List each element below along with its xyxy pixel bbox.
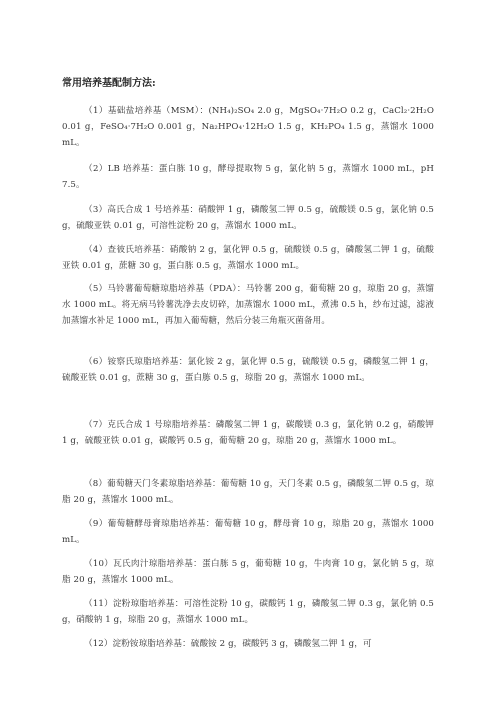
paragraph-11: （11）淀粉琼脂培养基：可溶性淀粉 10 g，碳酸钙 1 g，磷酸氢二钾 0.3 g，氯化钠 0.5 g，硝酸钠 1 g，琼脂 20 g，蒸馏水 1000 mL。 [62, 598, 434, 625]
paragraph-2: （2）LB 培养基：蛋白胨 10 g，酵母提取物 5 g，氯化钠 5 g，蒸馏水 1000 mL，pH 7.5。 [62, 163, 434, 190]
paragraph-3: （3）高氏合成 1 号培养基：硝酸钾 1 g，磷酸氢二钾 0.5 g，硫酸镁 0.5 g，氯化钠 0.5 g，硫酸亚铁 0.01 g，可溶性淀粉 20 g，蒸馏水 1000 mL。 [62, 204, 434, 231]
paragraph-1: （1）基础盐培养基（MSM）：(NH₄)₂SO₄ 2.0 g，MgSO₄·7H₂O 0.2 g，CaCl₂·2H₂O 0.01 g，FeSO₄·7H₂O 0.001 g，Na₂HPO₄·12H₂O 1.5 g，KH₂PO₄ 1.5 g，蒸馏水 1000 mL。 [62, 105, 434, 148]
paragraph-4: （4）查彼氏培养基：硝酸钠 2 g，氯化钾 0.5 g，硫酸镁 0.5 g，磷酸氢二钾 1 g，硫酸亚铁 0.01 g，蔗糖 30 g，蛋白胨 0.5 g，蒸馏水 1000 mL。 [62, 244, 434, 271]
document-title: 常用培养基配制方法: [62, 78, 156, 89]
paragraph-8: （8）葡萄糖天门冬素琼脂培养基：葡萄糖 10 g，天门冬素 0.5 g，磷酸氢二钾 0.5 g，琼脂 20 g，蒸馏水 1000 mL。 [62, 478, 434, 505]
paragraph-6: （6）铵察氏琼脂培养基：氯化铵 2 g，氯化钾 0.5 g，硫酸镁 0.5 g，磷酸氢二钾 1 g，硫酸亚铁 0.01 g，蔗糖 30 g，蛋白胨 0.5 g，琼脂 20 g，蒸馏水 1000 mL。 [62, 356, 434, 383]
paragraph-10: （10）瓦氏肉汁琼脂培养基：蛋白胨 5 g，葡萄糖 10 g，牛肉膏 10 g，氯化钠 5 g，琼脂 20 g，蒸馏水 1000 mL。 [62, 558, 434, 585]
paragraph-12: （12）淀粉铵琼脂培养基：硫酸铵 2 g，碳酸钙 3 g，磷酸氢二钾 1 g，可 [84, 638, 372, 649]
paragraph-9: （9）葡萄糖酵母膏琼脂培养基：葡萄糖 10 g，酵母膏 10 g，琼脂 20 g，蒸馏水 1000 mL。 [62, 518, 434, 545]
paragraph-7: （7）克氏合成 1 号琼脂培养基：磷酸氢二钾 1 g，碳酸镁 0.3 g，氯化钠 0.2 g，硝酸钾 1 g，硫酸亚铁 0.01 g，碳酸钙 0.5 g，葡萄糖 20 g，琼脂 20 g，蒸馏水 1000 mL。 [62, 419, 434, 446]
paragraph-5: （5）马铃薯葡萄糖琼脂培养基（PDA）：马铃薯 200 g，葡萄糖 20 g，琼脂 20 g，蒸馏水 1000 mL。将无病马铃薯洗净去皮切碎，加蒸馏水 1000 mL，煮沸 0.5 h，纱布过滤，滤液加蒸馏水补足 1000 mL，再加入葡萄糖，然后分装三角瓶灭菌备用。 [62, 283, 434, 326]
